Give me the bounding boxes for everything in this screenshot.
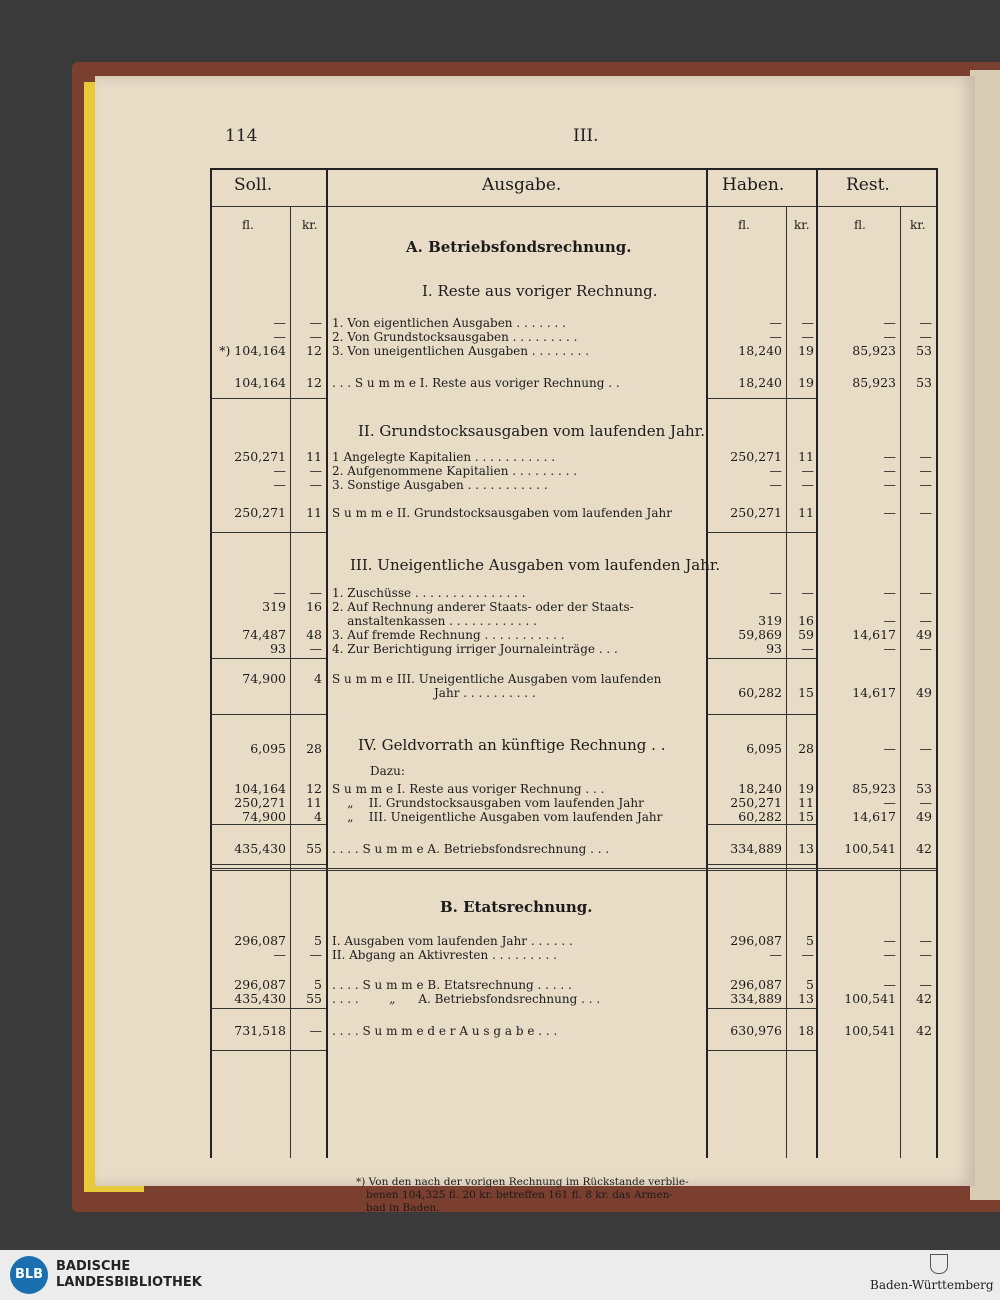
state-name: Baden-Württemberg	[870, 1278, 994, 1292]
cell-rest-fl: 100,541	[844, 841, 896, 856]
cell-haben-kr: 19	[798, 343, 814, 358]
unit-haben-kr: kr.	[794, 218, 810, 232]
cell-rest-fl: 14,617	[852, 685, 896, 700]
cell-haben-fl: 60,282	[738, 685, 782, 700]
cell-soll-kr: 11	[306, 449, 322, 464]
cell-soll-kr: —	[309, 477, 322, 492]
cell-rest-kr: 49	[916, 809, 932, 824]
cell-rest-kr: 53	[916, 375, 932, 390]
sum-rule	[706, 398, 816, 399]
footnote-3: bad in Baden.	[366, 1202, 440, 1214]
cell-haben-kr: —	[801, 585, 814, 600]
cell-haben-kr: 16	[798, 613, 814, 628]
row-text: 3. Sonstige Ausgaben . . . . . . . . . . .	[332, 478, 548, 492]
unit-soll-kr: kr.	[302, 218, 318, 232]
cell-soll-kr: 28	[306, 741, 322, 756]
cell-rest-kr: —	[919, 977, 932, 992]
row-text: 1. Zuschüsse . . . . . . . . . . . . . . .	[332, 586, 526, 600]
cell-haben-kr: 15	[798, 685, 814, 700]
footnote-1: *) Von den nach der vorigen Rechnung im Rückstande verblie-	[356, 1176, 689, 1188]
cell-rest-fl: 100,541	[844, 991, 896, 1006]
cell-soll-fl: 250,271	[234, 449, 286, 464]
library-name	[56, 1259, 202, 1291]
row-text: S u m m e I. Reste aus voriger Rechnung . . .	[332, 782, 605, 796]
row-text: 1 Angelegte Kapitalien . . . . . . . . . . .	[332, 450, 556, 464]
cell-rest-kr: —	[919, 505, 932, 520]
cell-haben-kr: 15	[798, 809, 814, 824]
row-text: „ II. Grundstocksausgaben vom laufenden Jahr	[332, 796, 644, 810]
cell-haben-fl: 630,976	[730, 1023, 782, 1038]
sum-rule	[706, 824, 816, 825]
cell-haben-fl: 250,271	[730, 449, 782, 464]
cell-rest-fl: 14,617	[852, 809, 896, 824]
cell-rest-fl: —	[883, 641, 896, 656]
cell-haben-fl: 59,869	[738, 627, 782, 642]
row-text: . . . . S u m m e B. Etatsrechnung . . . . .	[332, 978, 572, 992]
row-text: 2. Von Grundstocksausgaben . . . . . . . . .	[332, 330, 578, 344]
cell-rest-kr: —	[919, 933, 932, 948]
cell-soll-fl: 93	[270, 641, 286, 656]
sum-rule	[706, 1050, 816, 1051]
row-text: . . . . „ A. Betriebsfondsrechnung . . .	[332, 992, 601, 1006]
cell-rest-fl: 85,923	[852, 343, 896, 358]
cell-soll-fl: 319	[262, 599, 286, 614]
cell-rest-kr: 53	[916, 343, 932, 358]
cell-rest-fl: 85,923	[852, 375, 896, 390]
section-a-title: A. Betriebsfondsrechnung.	[406, 238, 632, 256]
cell-rest-kr: —	[919, 947, 932, 962]
cell-soll-kr: 48	[306, 627, 322, 642]
header-ausgabe: Ausgabe.	[482, 175, 562, 195]
library-footer-bar	[0, 1250, 1000, 1300]
cell-soll-fl: *) 104,164	[219, 343, 286, 358]
cell-haben-kr: 19	[798, 781, 814, 796]
cell-haben-kr: 13	[798, 991, 814, 1006]
cell-soll-kr: —	[309, 641, 322, 656]
row-text: Jahr . . . . . . . . . .	[434, 686, 536, 700]
section-number: III.	[573, 126, 599, 146]
sum-rule	[210, 824, 326, 825]
sum-rule	[706, 714, 816, 715]
cell-soll-fl: 104,164	[234, 375, 286, 390]
cell-soll-kr: —	[309, 1023, 322, 1038]
cell-soll-fl: 250,271	[234, 795, 286, 810]
footnote-2: benen 104,325 fl. 20 kr. betreffen 161 fl. 8 kr. das Armen-	[366, 1189, 673, 1201]
cell-rest-fl: —	[883, 585, 896, 600]
cell-rest-kr: —	[919, 613, 932, 628]
cell-rest-fl: —	[883, 947, 896, 962]
cell-rest-kr: 42	[916, 841, 932, 856]
unit-haben-fl: fl.	[738, 218, 750, 232]
cell-haben-fl: 6,095	[746, 741, 782, 756]
row-text: 2. Auf Rechnung anderer Staats- oder der Staats-	[332, 600, 634, 614]
cell-soll-fl: 296,087	[234, 933, 286, 948]
cell-soll-fl: 104,164	[234, 781, 286, 796]
cell-haben-kr: 18	[798, 1023, 814, 1038]
cell-haben-fl: 296,087	[730, 977, 782, 992]
cell-rest-fl: —	[883, 315, 896, 330]
row-text: „ III. Uneigentliche Ausgaben vom laufenden Jahr	[332, 810, 663, 824]
cell-haben-fl: 296,087	[730, 933, 782, 948]
sum-rule	[210, 532, 326, 533]
section-a-iv-title: IV. Geldvorrath an künftige Rechnung . .	[358, 736, 666, 754]
cell-haben-kr: 11	[798, 795, 814, 810]
cell-haben-kr: 5	[806, 977, 814, 992]
cell-soll-fl: —	[273, 477, 286, 492]
cell-rest-kr: —	[919, 641, 932, 656]
cell-haben-fl: 18,240	[738, 375, 782, 390]
cell-haben-fl: 18,240	[738, 781, 782, 796]
sum-rule	[706, 658, 816, 659]
row-text: . . . . S u m m e d e r A u s g a b e . . .	[332, 1024, 558, 1038]
cell-rest-kr: —	[919, 449, 932, 464]
sum-rule	[210, 864, 326, 865]
cell-rest-fl: 14,617	[852, 627, 896, 642]
library-name-line2: LANDESBIBLIOTHEK	[56, 1275, 202, 1290]
cell-rest-kr: 53	[916, 781, 932, 796]
header-haben: Haben.	[722, 175, 785, 195]
cell-haben-kr: 28	[798, 741, 814, 756]
section-a-iii-title: III. Uneigentliche Ausgaben vom laufenden Jahr.	[350, 556, 721, 574]
scanned-page	[95, 76, 975, 1214]
cell-soll-kr: 4	[314, 671, 322, 686]
cell-rest-fl: —	[883, 933, 896, 948]
cell-haben-fl: —	[769, 315, 782, 330]
cell-soll-fl: 74,900	[242, 809, 286, 824]
section-divider-rule	[210, 868, 936, 869]
cell-rest-fl: —	[883, 977, 896, 992]
cell-haben-fl: —	[769, 463, 782, 478]
cell-soll-fl: —	[273, 585, 286, 600]
cell-soll-kr: —	[309, 585, 322, 600]
cell-haben-fl: —	[769, 585, 782, 600]
cell-haben-kr: 13	[798, 841, 814, 856]
header-soll: Soll.	[234, 175, 273, 195]
blb-logo: BLB	[10, 1256, 48, 1294]
right-rule	[936, 168, 938, 1158]
cell-soll-kr: 5	[314, 977, 322, 992]
cell-haben-kr: 59	[798, 627, 814, 642]
cell-haben-kr: —	[801, 947, 814, 962]
cell-soll-fl: 296,087	[234, 977, 286, 992]
cell-soll-fl: 731,518	[234, 1023, 286, 1038]
cell-rest-kr: —	[919, 585, 932, 600]
cell-haben-fl: —	[769, 477, 782, 492]
cell-soll-kr: 55	[306, 841, 322, 856]
cell-soll-fl: —	[273, 329, 286, 344]
cell-rest-fl: 100,541	[844, 1023, 896, 1038]
cell-rest-fl: 85,923	[852, 781, 896, 796]
cell-rest-fl: —	[883, 477, 896, 492]
cell-soll-kr: —	[309, 947, 322, 962]
cell-soll-kr: 12	[306, 375, 322, 390]
row-text: 3. Auf fremde Rechnung . . . . . . . . . . .	[332, 628, 565, 642]
unit-rest-kr: kr.	[910, 218, 926, 232]
cell-haben-kr: 11	[798, 449, 814, 464]
row-text: II. Abgang an Aktivresten . . . . . . . . .	[332, 948, 557, 962]
cell-haben-fl: —	[769, 947, 782, 962]
header-rule	[210, 206, 938, 207]
cell-haben-fl: 18,240	[738, 343, 782, 358]
cell-soll-kr: 11	[306, 795, 322, 810]
cell-haben-fl: 60,282	[738, 809, 782, 824]
sum-rule	[706, 864, 816, 865]
cell-haben-kr: —	[801, 329, 814, 344]
soll-ausgabe-rule	[326, 168, 328, 1158]
cell-soll-fl: —	[273, 315, 286, 330]
cell-soll-kr: —	[309, 463, 322, 478]
cell-rest-fl: —	[883, 505, 896, 520]
cell-soll-fl: 74,487	[242, 627, 286, 642]
row-text: 1. Von eigentlichen Ausgaben . . . . . . .	[332, 316, 566, 330]
cell-haben-kr: —	[801, 315, 814, 330]
cell-soll-fl: —	[273, 947, 286, 962]
sum-rule	[210, 714, 326, 715]
sum-rule	[210, 1008, 326, 1009]
row-text: 3. Von uneigentlichen Ausgaben . . . . . . . .	[332, 344, 590, 358]
cell-soll-fl: 74,900	[242, 671, 286, 686]
cell-haben-fl: 334,889	[730, 991, 782, 1006]
cell-rest-fl: —	[883, 613, 896, 628]
cell-soll-fl: 435,430	[234, 991, 286, 1006]
unit-soll-fl: fl.	[242, 218, 254, 232]
section-b-title: B. Etatsrechnung.	[440, 898, 593, 916]
section-a-i-title: I. Reste aus voriger Rechnung.	[422, 282, 658, 300]
cell-rest-kr: —	[919, 741, 932, 756]
cell-rest-fl: —	[883, 463, 896, 478]
cell-haben-kr: —	[801, 641, 814, 656]
cell-soll-kr: 12	[306, 781, 322, 796]
row-text: 2. Aufgenommene Kapitalien . . . . . . . . .	[332, 464, 578, 478]
header-rest: Rest.	[846, 175, 890, 195]
cell-rest-kr: 49	[916, 627, 932, 642]
cell-haben-fl: 250,271	[730, 505, 782, 520]
cell-soll-fl: 435,430	[234, 841, 286, 856]
cell-rest-fl: —	[883, 741, 896, 756]
cell-soll-kr: 12	[306, 343, 322, 358]
cell-haben-kr: —	[801, 477, 814, 492]
cell-rest-kr: —	[919, 795, 932, 810]
row-text: . . . . S u m m e A. Betriebsfondsrechnung . . .	[332, 842, 610, 856]
page-number: 114	[225, 126, 258, 146]
cell-soll-kr: 5	[314, 933, 322, 948]
dazu-label: Dazu:	[370, 764, 405, 778]
cell-soll-kr: 4	[314, 809, 322, 824]
sum-rule	[210, 398, 326, 399]
cell-soll-fl: 6,095	[250, 741, 286, 756]
cell-haben-fl: 319	[758, 613, 782, 628]
cell-soll-kr: —	[309, 315, 322, 330]
coat-of-arms-icon	[930, 1254, 948, 1274]
ledger-table	[210, 168, 938, 1214]
cell-haben-kr: 19	[798, 375, 814, 390]
cell-rest-kr: 42	[916, 1023, 932, 1038]
table-top-rule	[210, 168, 938, 170]
cell-rest-kr: 42	[916, 991, 932, 1006]
sum-rule	[706, 532, 816, 533]
unit-rest-fl: fl.	[854, 218, 866, 232]
cell-soll-fl: —	[273, 463, 286, 478]
cell-rest-kr: —	[919, 315, 932, 330]
row-text: anstaltenkassen . . . . . . . . . . . .	[332, 614, 537, 628]
cell-soll-kr: 11	[306, 505, 322, 520]
library-name-line1: BADISCHE	[56, 1259, 131, 1274]
sum-rule	[210, 658, 326, 659]
cell-rest-kr: —	[919, 477, 932, 492]
cell-haben-fl: 250,271	[730, 795, 782, 810]
cell-soll-kr: —	[309, 329, 322, 344]
sum-rule	[706, 1008, 816, 1009]
section-a-ii-title: II. Grundstocksausgaben vom laufenden Jahr.	[358, 422, 705, 440]
cell-haben-fl: 93	[766, 641, 782, 656]
row-text: S u m m e III. Uneigentliche Ausgaben vom laufenden	[332, 672, 662, 686]
cell-haben-kr: 11	[798, 505, 814, 520]
cell-rest-kr: —	[919, 463, 932, 478]
sum-rule	[210, 1050, 326, 1051]
cell-rest-kr: 49	[916, 685, 932, 700]
row-text: . . . S u m m e I. Reste aus voriger Rechnung . .	[332, 376, 620, 390]
cell-rest-fl: —	[883, 329, 896, 344]
row-text: I. Ausgaben vom laufenden Jahr . . . . . .	[332, 934, 573, 948]
cell-rest-fl: —	[883, 795, 896, 810]
cell-haben-kr: —	[801, 463, 814, 478]
cell-haben-fl: 334,889	[730, 841, 782, 856]
cell-soll-kr: 55	[306, 991, 322, 1006]
row-text: 4. Zur Berichtigung irriger Journaleinträge . . .	[332, 642, 618, 656]
section-divider-rule	[210, 870, 936, 871]
cell-rest-kr: —	[919, 329, 932, 344]
cell-soll-fl: 250,271	[234, 505, 286, 520]
row-text: S u m m e II. Grundstocksausgaben vom laufenden Jahr	[332, 506, 672, 520]
cell-rest-fl: —	[883, 449, 896, 464]
cell-haben-fl: —	[769, 329, 782, 344]
cell-soll-kr: 16	[306, 599, 322, 614]
cell-haben-kr: 5	[806, 933, 814, 948]
